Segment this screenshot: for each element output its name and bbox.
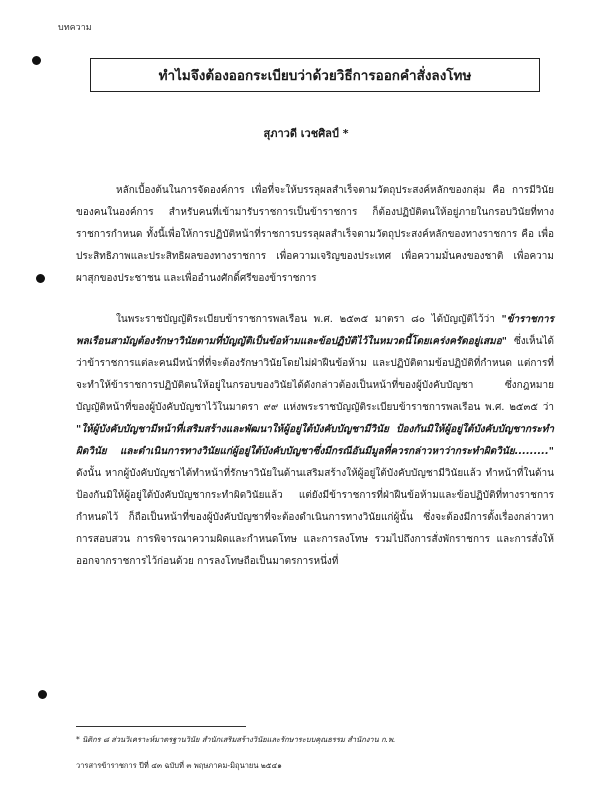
footnote-divider (76, 726, 246, 727)
paragraph-2 (76, 309, 554, 573)
author-name: สุภาวดี เวชศิลป์ * (263, 127, 349, 140)
punch-hole (38, 690, 47, 699)
paragraph-2-end: ดังนั้น หากผู้บังคับบัญชาได้ทำหน้าที่รักษาวินัยในด้านเสริมสร้างให้ผู้อยู่ใต้บังคับบัญชามีวินัยแล้ว ทำหน้าที่ในด้านป้องกันมิให้ผู้อยู่ใต้บังคับบัญชากระทำผิดวินัยแล้ว แต่ยังมีข้าราชการที่ฝ่าฝืนข้อห้ามและข้อปฏิบัติที่ทางราชการกำหนดไว้ ก็ถือเป็นหน้าที่ของผู้บังคับบัญชาที่จะต้องดำเนินการทางวินัยแก่ผู้นั้น ซึ่งจะต้องมีการตั้งเรื่องกล่าวหา การสอบสวน การพิจารณาความผิดและกำหนดโทษ และการลงโทษ รวมไปถึงการสั่งพักราชการ และการสั่งให้ออกจากราชการไว้ก่อนด้วย การลงโทษถือเป็นมาตรการหนึ่งที่ (76, 468, 554, 567)
quote-section-99: "ให้ผู้บังคับบัญชามีหน้าที่เสริมสร้างและพัฒนาให้ผู้อยู่ใต้บังคับบัญชามีวินัย ป้องกันมิให้ผู้อยู่ใต้บังคับบัญชากระทำผิดวินัย และดำเนินการทางวินัยแก่ผู้อยู่ใต้บังคับบัญชาซึ่งมีกรณีอันมีมูลที่ควรกล่าวหาว่ากระทำผิดวินัย........." (76, 424, 554, 457)
journal-footer: วารสารข้าราชการ ปีที่ ๔๓ ฉบับที่ ๓ พฤษภาคม-มิถุนายน ๒๕๔๑ (76, 761, 282, 770)
punch-hole (36, 274, 45, 283)
punch-hole (32, 56, 41, 65)
paragraph-1: หลักเบื้องต้นในการจัดองค์การ เพื่อที่จะให้บรรลุผลสำเร็จตามวัตถุประสงค์หลักของกลุ่ม คือ การมีวินัยของคนในองค์การ สำหรับคนที่เข้ามารับราชการเป็นข้าราชการ ก็ต้องปฏิบัติตนให้อยู่ภายในกรอบวินัยที่ทางราชการกำหนด ทั้งนี้เพื่อให้การปฏิบัติหน้าที่ราชการบรรลุผลสำเร็จตามวัตถุประสงค์หลักของทางราชการ คือ เพื่อประสิทธิภาพและประสิทธิผลของทางราชการ เพื่อความเจริญของประเทศ เพื่อความมั่นคงของชาติ เพื่อความผาสุกของประชาชน และเพื่ออำนงศักดิ์ศรีของข้าราชการ (76, 185, 554, 284)
paragraph-2-middle: ซึ่งเห็นได้ว่าข้าราชการแต่ละคนมีหน้าที่ที่จะต้องรักษาวินัยโดยไม่ฝ่าฝืนข้อห้าม และปฏิบัติตามข้อปฏิบัติที่กำหนด แต่การที่จะทำให้ข้าราชการปฏิบัติตนให้อยู่ในกรอบของวินัยได้ดังกล่าวต้องเป็นหน้าที่ของผู้บังคับบัญชา ซึ่งกฎหมายบัญญัติหน้าที่ของผู้บังคับบัญชาไว้ในมาตรา ๙๙ แห่งพระราชบัญญัติระเบียบข้าราชการพลเรือน พ.ศ. ๒๕๓๕ ว่า (76, 336, 554, 413)
quote-section-80: "ข้าราชการพลเรือนสามัญต้องรักษาวินัยตามที่บัญญัติเป็นข้อห้ามและข้อปฏิบัติไว้ในหมวดนี้โดยเคร่งครัดอยู่เสมอ" (76, 314, 554, 347)
article-title: ทำไมจึงต้องออกระเบียบว่าด้วยวิธีการออกคำสั่งลงโทษ (90, 58, 540, 92)
footnote: * นิติกร ๘ ส่วนวิเคราะห์มาตรฐานวินัย สำนักเสริมสร้างวินัยและรักษาระบบคุณธรรม สำนักงาน ก.พ. (76, 735, 396, 744)
article-body (76, 180, 554, 592)
paragraph-2-intro: ในพระราชบัญญัติระเบียบข้าราชการพลเรือน พ.ศ. ๒๕๓๕ มาตรา ๘๐ ได้บัญญัติไว้ว่า (116, 314, 502, 325)
section-label: บทความ (58, 23, 92, 33)
